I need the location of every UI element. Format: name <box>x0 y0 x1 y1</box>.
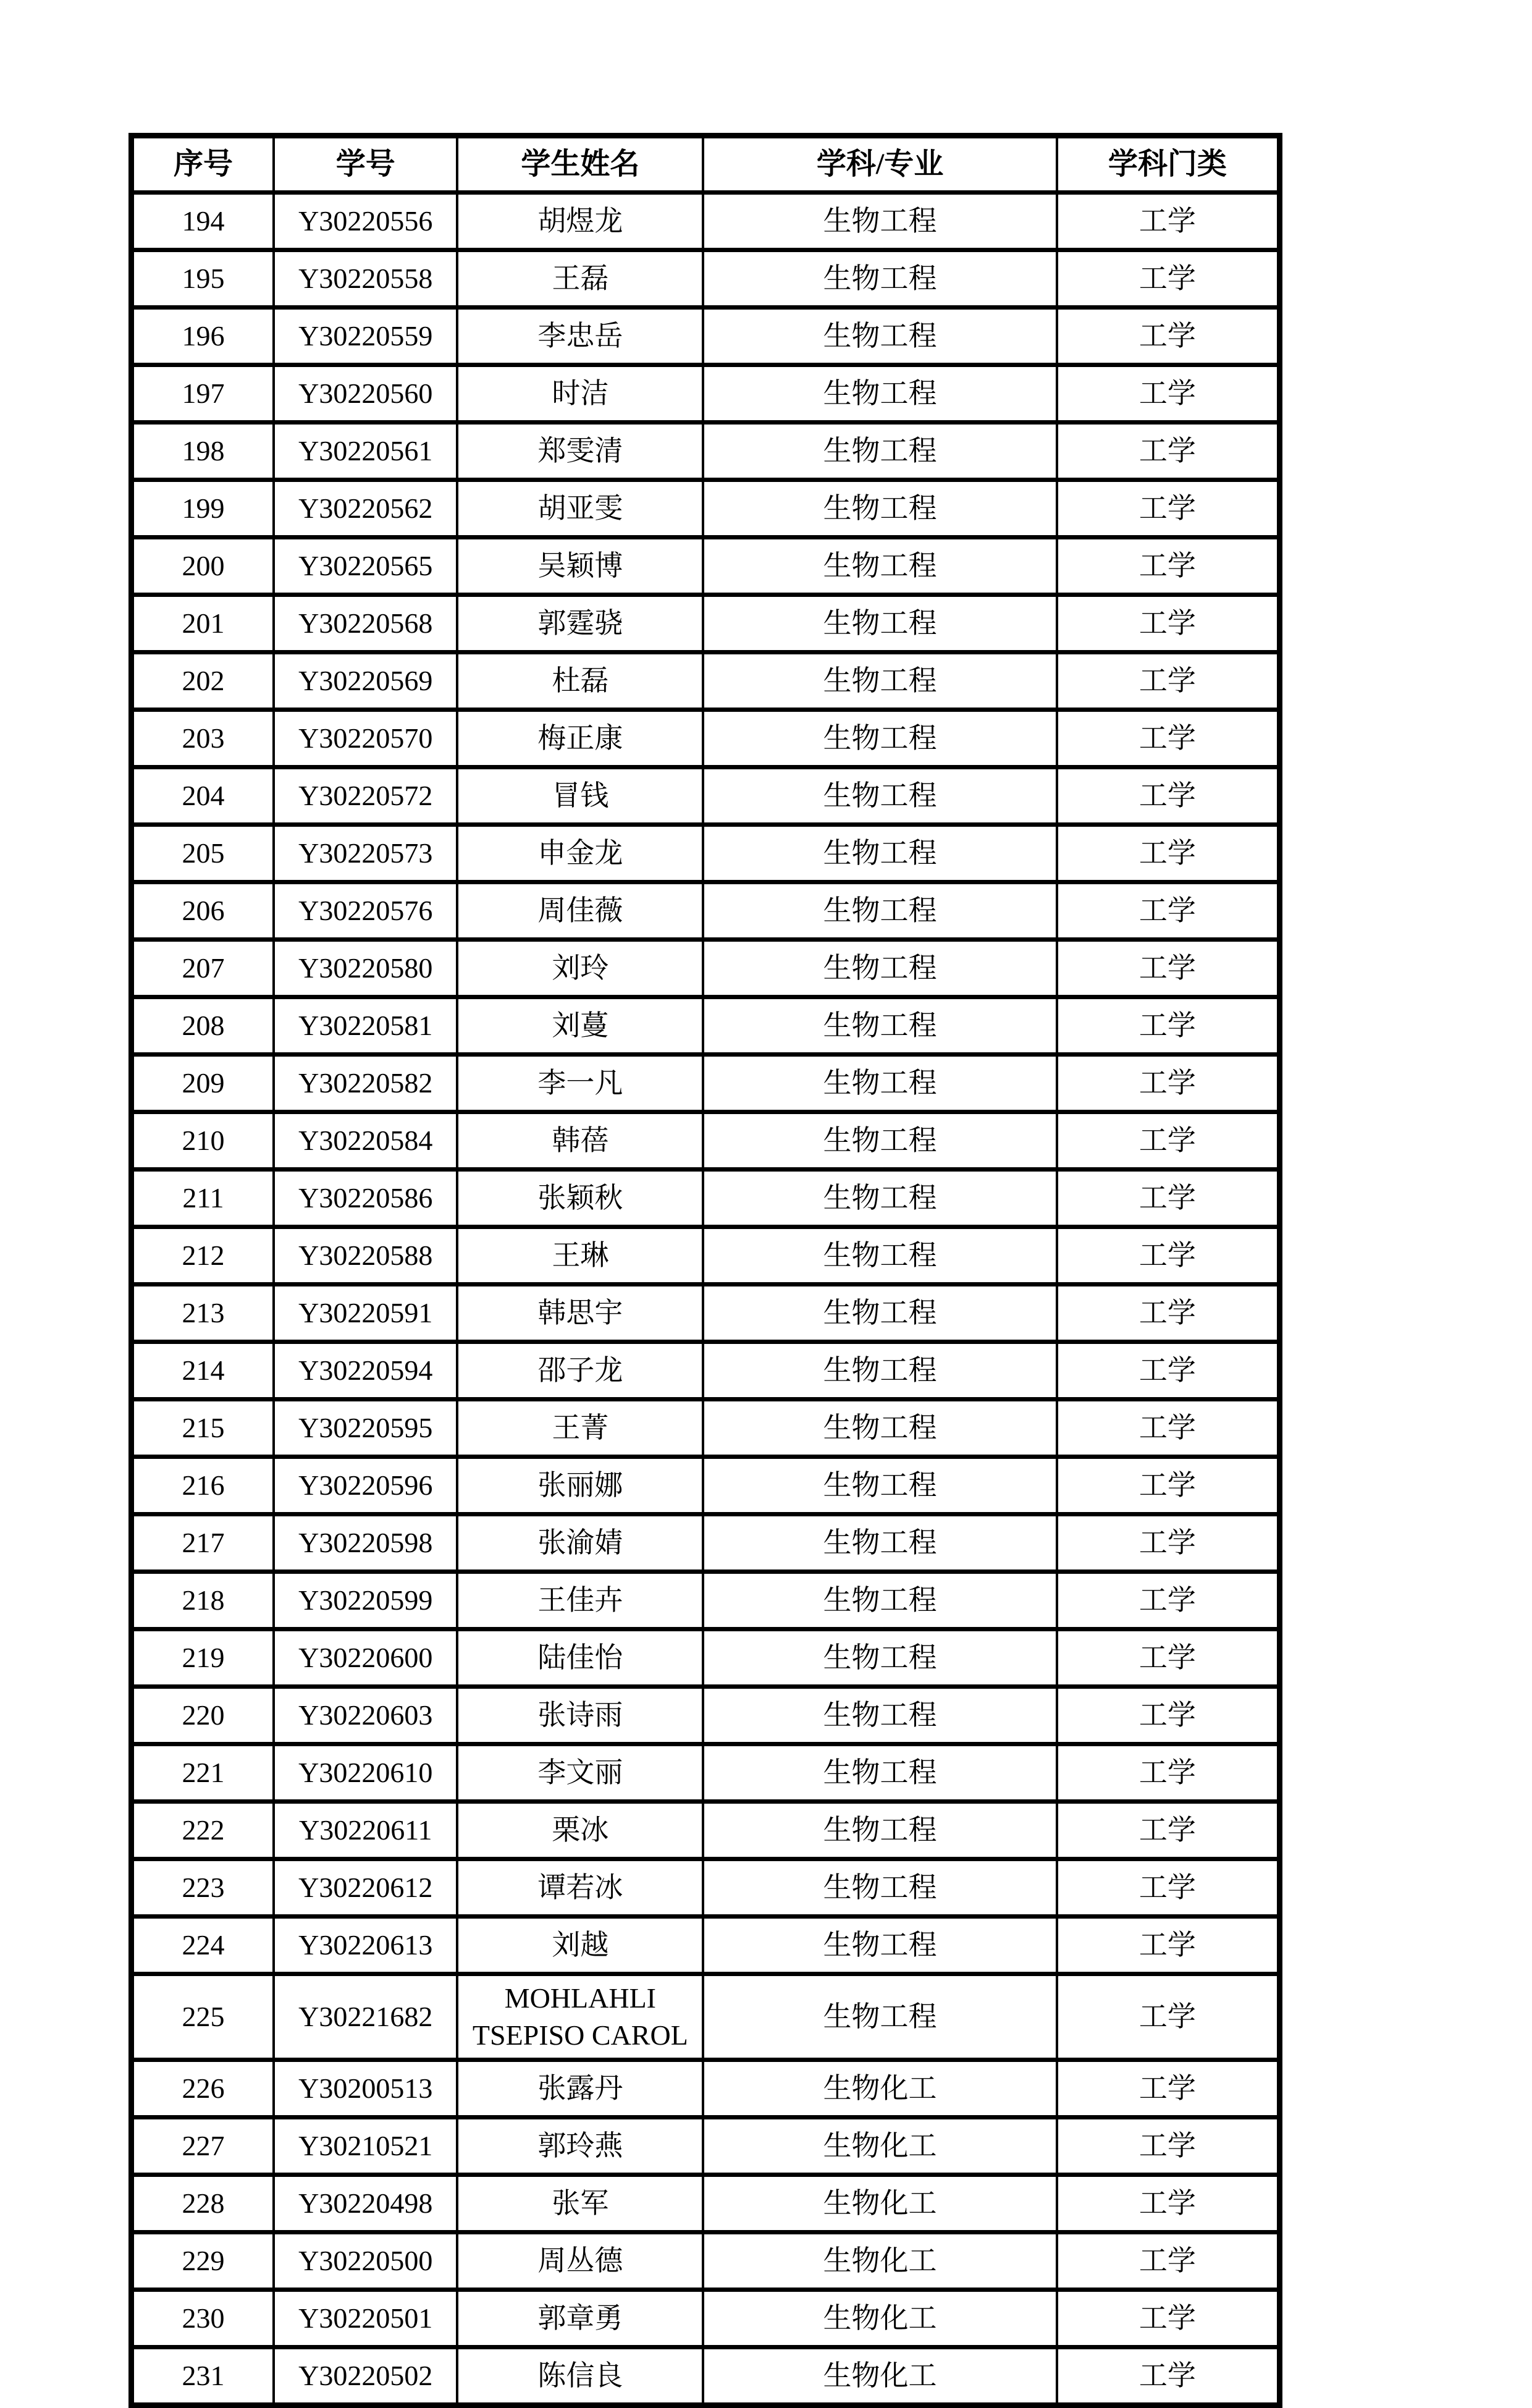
cell-student-id: Y30220591 <box>274 1285 457 1342</box>
cell-student-name: 栗冰 <box>457 1802 703 1859</box>
cell-student-name: 申金龙 <box>457 825 703 882</box>
cell-discipline-category: 工学 <box>1057 710 1280 767</box>
cell-serial-number: 207 <box>132 940 274 997</box>
cell-student-name: 王菁 <box>457 1400 703 1457</box>
cell-student-id: Y30220561 <box>274 423 457 480</box>
cell-major: 生物工程 <box>703 1227 1057 1285</box>
table-row <box>132 538 1280 595</box>
cell-discipline-category: 工学 <box>1057 1112 1280 1170</box>
table-row <box>132 1400 1280 1457</box>
cell-major: 生物工程 <box>703 1515 1057 1572</box>
cell-major: 生物工程 <box>703 595 1057 653</box>
cell-student-name: 韩蓓 <box>457 1112 703 1170</box>
cell-discipline-category: 工学 <box>1057 423 1280 480</box>
header-serial-number: 序号 <box>132 136 274 193</box>
cell-serial-number: 195 <box>132 250 274 308</box>
cell-serial-number: 197 <box>132 365 274 423</box>
cell-student-id: Y30220613 <box>274 1917 457 1974</box>
cell-student-name: 李一凡 <box>457 1055 703 1112</box>
cell-major: 生物工程 <box>703 1974 1057 2060</box>
cell-student-name: 刘玲 <box>457 940 703 997</box>
cell-discipline-category: 工学 <box>1057 1170 1280 1227</box>
cell-student-id: Y30220594 <box>274 1342 457 1400</box>
cell-discipline-category: 工学 <box>1057 308 1280 365</box>
table-row <box>132 1112 1280 1170</box>
cell-serial-number: 223 <box>132 1859 274 1917</box>
cell-student-id: Y30220581 <box>274 997 457 1055</box>
cell-discipline-category: 工学 <box>1057 1917 1280 1974</box>
cell-student-id: Y30220595 <box>274 1400 457 1457</box>
table-row <box>132 2174 1280 2232</box>
cell-serial-number: 221 <box>132 1744 274 1802</box>
cell-student-id: Y30220611 <box>274 1802 457 1859</box>
cell-serial-number: 226 <box>132 2059 274 2117</box>
cell-student-id: Y30220573 <box>274 825 457 882</box>
cell-student-id: Y30220599 <box>274 1572 457 1629</box>
cell-major: 生物工程 <box>703 1744 1057 1802</box>
cell-serial-number: 210 <box>132 1112 274 1170</box>
cell-student-id: Y30220501 <box>274 2289 457 2347</box>
cell-student-name: 胡亚雯 <box>457 480 703 538</box>
cell-major: 生物化工 <box>703 2117 1057 2174</box>
cell-student-id: Y30220502 <box>274 2347 457 2405</box>
cell-major: 生物工程 <box>703 940 1057 997</box>
cell-major: 生物工程 <box>703 1802 1057 1859</box>
cell-serial-number: 208 <box>132 997 274 1055</box>
table-row <box>132 365 1280 423</box>
cell-student-name: 冒钱 <box>457 767 703 825</box>
cell-serial-number: 217 <box>132 1515 274 1572</box>
cell-student-id: Y30210521 <box>274 2117 457 2174</box>
cell-major: 生物工程 <box>703 365 1057 423</box>
header-student-id: 学号 <box>274 136 457 193</box>
cell-serial-number: 209 <box>132 1055 274 1112</box>
cell-student-id: Y30220612 <box>274 1859 457 1917</box>
table-row <box>132 940 1280 997</box>
cell-major: 生物工程 <box>703 308 1057 365</box>
cell-discipline-category: 工学 <box>1057 250 1280 308</box>
table-row <box>132 1744 1280 1802</box>
table-row <box>132 1974 1280 2060</box>
cell-major: 生物工程 <box>703 1572 1057 1629</box>
cell-student-id: Y30220569 <box>274 653 457 710</box>
cell-serial-number: 212 <box>132 1227 274 1285</box>
cell-student-id: Y30220568 <box>274 595 457 653</box>
cell-student-name: 张丽娜 <box>457 1457 703 1515</box>
cell-student-id: Y30220588 <box>274 1227 457 1285</box>
cell-student-id: Y30200513 <box>274 2059 457 2117</box>
cell-major: 生物工程 <box>703 423 1057 480</box>
table-row <box>132 1629 1280 1687</box>
cell-student-name: 张颖秋 <box>457 1170 703 1227</box>
cell-student-name: 王磊 <box>457 250 703 308</box>
table-row <box>132 2347 1280 2405</box>
cell-student-name: 胡煜龙 <box>457 193 703 250</box>
cell-discipline-category: 工学 <box>1057 1285 1280 1342</box>
cell-serial-number: 228 <box>132 2174 274 2232</box>
cell-student-name: 郭章勇 <box>457 2289 703 2347</box>
cell-student-name: 梅正康 <box>457 710 703 767</box>
cell-major: 生物工程 <box>703 1170 1057 1227</box>
cell-serial-number: 220 <box>132 1687 274 1744</box>
table-row <box>132 1802 1280 1859</box>
cell-discipline-category: 工学 <box>1057 595 1280 653</box>
cell-serial-number: 218 <box>132 1572 274 1629</box>
cell-major: 生物化工 <box>703 2347 1057 2405</box>
cell-student-name: 周丛德 <box>457 2232 703 2289</box>
cell-discipline-category: 工学 <box>1057 2232 1280 2289</box>
cell-student-name: 邵子龙 <box>457 1342 703 1400</box>
cell-student-name: 李文丽 <box>457 1744 703 1802</box>
cell-serial-number: 211 <box>132 1170 274 1227</box>
table-row <box>132 1342 1280 1400</box>
cell-serial-number: 225 <box>132 1974 274 2060</box>
cell-serial-number: 198 <box>132 423 274 480</box>
table-body <box>132 193 1280 2406</box>
cell-discipline-category: 工学 <box>1057 767 1280 825</box>
cell-serial-number: 219 <box>132 1629 274 1687</box>
cell-discipline-category: 工学 <box>1057 1974 1280 2060</box>
table-row <box>132 825 1280 882</box>
cell-student-id: Y30220598 <box>274 1515 457 1572</box>
table-row <box>132 2117 1280 2174</box>
cell-student-id: Y30220498 <box>274 2174 457 2232</box>
cell-student-name: 郭玲燕 <box>457 2117 703 2174</box>
cell-student-name: 张诗雨 <box>457 1687 703 1744</box>
cell-student-name: 张露丹 <box>457 2059 703 2117</box>
cell-major: 生物工程 <box>703 538 1057 595</box>
cell-student-id: Y30220556 <box>274 193 457 250</box>
table-row <box>132 767 1280 825</box>
cell-discipline-category: 工学 <box>1057 825 1280 882</box>
table-row <box>132 193 1280 250</box>
table-row <box>132 480 1280 538</box>
cell-student-name: 吴颖博 <box>457 538 703 595</box>
cell-serial-number: 194 <box>132 193 274 250</box>
table-row <box>132 1687 1280 1744</box>
cell-major: 生物化工 <box>703 2059 1057 2117</box>
cell-major: 生物工程 <box>703 653 1057 710</box>
cell-serial-number: 199 <box>132 480 274 538</box>
cell-major: 生物化工 <box>703 2232 1057 2289</box>
table-row <box>132 595 1280 653</box>
cell-student-id: Y30220562 <box>274 480 457 538</box>
cell-serial-number: 227 <box>132 2117 274 2174</box>
cell-major: 生物工程 <box>703 1687 1057 1744</box>
cell-major: 生物工程 <box>703 1342 1057 1400</box>
cell-serial-number: 196 <box>132 308 274 365</box>
cell-student-id: Y30220570 <box>274 710 457 767</box>
cell-discipline-category: 工学 <box>1057 1629 1280 1687</box>
table-row <box>132 1917 1280 1974</box>
cell-serial-number: 205 <box>132 825 274 882</box>
cell-student-name: 王佳卉 <box>457 1572 703 1629</box>
cell-student-name: 王琳 <box>457 1227 703 1285</box>
cell-student-name: 时洁 <box>457 365 703 423</box>
students-table <box>128 133 1282 2408</box>
cell-student-id: Y30220572 <box>274 767 457 825</box>
cell-student-name: 郑雯清 <box>457 423 703 480</box>
header-major: 学科/专业 <box>703 136 1057 193</box>
cell-discipline-category: 工学 <box>1057 1342 1280 1400</box>
cell-serial-number: 231 <box>132 2347 274 2405</box>
cell-major: 生物工程 <box>703 767 1057 825</box>
cell-serial-number: 204 <box>132 767 274 825</box>
header-student-name: 学生姓名 <box>457 136 703 193</box>
cell-major: 生物工程 <box>703 193 1057 250</box>
table-header <box>132 136 1280 193</box>
table-row <box>132 1457 1280 1515</box>
cell-student-id: Y30220576 <box>274 882 457 940</box>
cell-discipline-category: 工学 <box>1057 2347 1280 2405</box>
cell-serial-number: 224 <box>132 1917 274 1974</box>
cell-student-name: 谭若冰 <box>457 1859 703 1917</box>
cell-student-name: 陈信良 <box>457 2347 703 2405</box>
cell-discipline-category: 工学 <box>1057 2117 1280 2174</box>
cell-student-id: Y30220560 <box>274 365 457 423</box>
cell-discipline-category: 工学 <box>1057 1515 1280 1572</box>
cell-discipline-category: 工学 <box>1057 538 1280 595</box>
table-row <box>132 308 1280 365</box>
cell-major: 生物工程 <box>703 1859 1057 1917</box>
cell-major: 生物工程 <box>703 1457 1057 1515</box>
cell-serial-number: 202 <box>132 653 274 710</box>
cell-major: 生物工程 <box>703 710 1057 767</box>
cell-discipline-category: 工学 <box>1057 1572 1280 1629</box>
cell-discipline-category: 工学 <box>1057 2174 1280 2232</box>
cell-student-id: Y30220603 <box>274 1687 457 1744</box>
table-row <box>132 1227 1280 1285</box>
cell-discipline-category: 工学 <box>1057 1687 1280 1744</box>
cell-major: 生物工程 <box>703 250 1057 308</box>
cell-student-name: 陆佳怡 <box>457 1629 703 1687</box>
cell-discipline-category: 工学 <box>1057 1457 1280 1515</box>
cell-student-name: 韩思宇 <box>457 1285 703 1342</box>
cell-discipline-category: 工学 <box>1057 480 1280 538</box>
table-row <box>132 710 1280 767</box>
cell-major: 生物工程 <box>703 480 1057 538</box>
cell-serial-number: 230 <box>132 2289 274 2347</box>
cell-student-id: Y30220580 <box>274 940 457 997</box>
cell-student-id: Y30221682 <box>274 1974 457 2060</box>
cell-student-id: Y30220558 <box>274 250 457 308</box>
cell-discipline-category: 工学 <box>1057 997 1280 1055</box>
cell-major: 生物工程 <box>703 1285 1057 1342</box>
cell-major: 生物工程 <box>703 1112 1057 1170</box>
cell-discipline-category: 工学 <box>1057 882 1280 940</box>
cell-student-name: 刘越 <box>457 1917 703 1974</box>
cell-major: 生物化工 <box>703 2289 1057 2347</box>
table-row <box>132 997 1280 1055</box>
cell-serial-number: 215 <box>132 1400 274 1457</box>
table-row <box>132 250 1280 308</box>
cell-discipline-category: 工学 <box>1057 2289 1280 2347</box>
table-row <box>132 1515 1280 1572</box>
table-row <box>132 1170 1280 1227</box>
cell-student-id: Y30220596 <box>274 1457 457 1515</box>
cell-student-name: 郭霆骁 <box>457 595 703 653</box>
cell-student-name: 张军 <box>457 2174 703 2232</box>
cell-serial-number: 201 <box>132 595 274 653</box>
cell-student-name: MOHLAHLI TSEPISO CAROL <box>457 1974 703 2060</box>
cell-student-id: Y30220584 <box>274 1112 457 1170</box>
cell-serial-number: 214 <box>132 1342 274 1400</box>
cell-student-id: Y30220600 <box>274 1629 457 1687</box>
table-row <box>132 1055 1280 1112</box>
cell-discipline-category: 工学 <box>1057 1055 1280 1112</box>
cell-student-id: Y30220586 <box>274 1170 457 1227</box>
table-row <box>132 1572 1280 1629</box>
cell-serial-number: 203 <box>132 710 274 767</box>
table-row <box>132 2059 1280 2117</box>
cell-major: 生物工程 <box>703 882 1057 940</box>
table-row <box>132 2232 1280 2289</box>
cell-major: 生物工程 <box>703 1629 1057 1687</box>
cell-discipline-category: 工学 <box>1057 1400 1280 1457</box>
cell-serial-number: 216 <box>132 1457 274 1515</box>
cell-student-name: 李忠岳 <box>457 308 703 365</box>
cell-student-name: 刘蔓 <box>457 997 703 1055</box>
cell-student-name: 张渝婧 <box>457 1515 703 1572</box>
cell-student-id: Y30220565 <box>274 538 457 595</box>
table-row <box>132 1859 1280 1917</box>
cell-major: 生物化工 <box>703 2174 1057 2232</box>
cell-discipline-category: 工学 <box>1057 940 1280 997</box>
cell-student-id: Y30220582 <box>274 1055 457 1112</box>
cell-discipline-category: 工学 <box>1057 1802 1280 1859</box>
cell-discipline-category: 工学 <box>1057 193 1280 250</box>
cell-discipline-category: 工学 <box>1057 365 1280 423</box>
cell-serial-number: 222 <box>132 1802 274 1859</box>
table-header-row <box>132 136 1280 193</box>
cell-serial-number: 200 <box>132 538 274 595</box>
cell-serial-number: 213 <box>132 1285 274 1342</box>
cell-discipline-category: 工学 <box>1057 1859 1280 1917</box>
cell-student-id: Y30220559 <box>274 308 457 365</box>
table-row <box>132 423 1280 480</box>
table-row <box>132 1285 1280 1342</box>
table-row <box>132 653 1280 710</box>
cell-major: 生物工程 <box>703 997 1057 1055</box>
cell-serial-number: 229 <box>132 2232 274 2289</box>
cell-major: 生物工程 <box>703 1400 1057 1457</box>
cell-major: 生物工程 <box>703 1055 1057 1112</box>
cell-discipline-category: 工学 <box>1057 1744 1280 1802</box>
cell-serial-number: 206 <box>132 882 274 940</box>
header-discipline-category: 学科门类 <box>1057 136 1280 193</box>
cell-major: 生物工程 <box>703 825 1057 882</box>
cell-major: 生物工程 <box>703 1917 1057 1974</box>
cell-student-name: 杜磊 <box>457 653 703 710</box>
cell-student-id: Y30220500 <box>274 2232 457 2289</box>
cell-discipline-category: 工学 <box>1057 653 1280 710</box>
cell-student-id: Y30220610 <box>274 1744 457 1802</box>
cell-discipline-category: 工学 <box>1057 1227 1280 1285</box>
table-row <box>132 882 1280 940</box>
cell-student-name: 周佳薇 <box>457 882 703 940</box>
cell-discipline-category: 工学 <box>1057 2059 1280 2117</box>
table-row <box>132 2289 1280 2347</box>
